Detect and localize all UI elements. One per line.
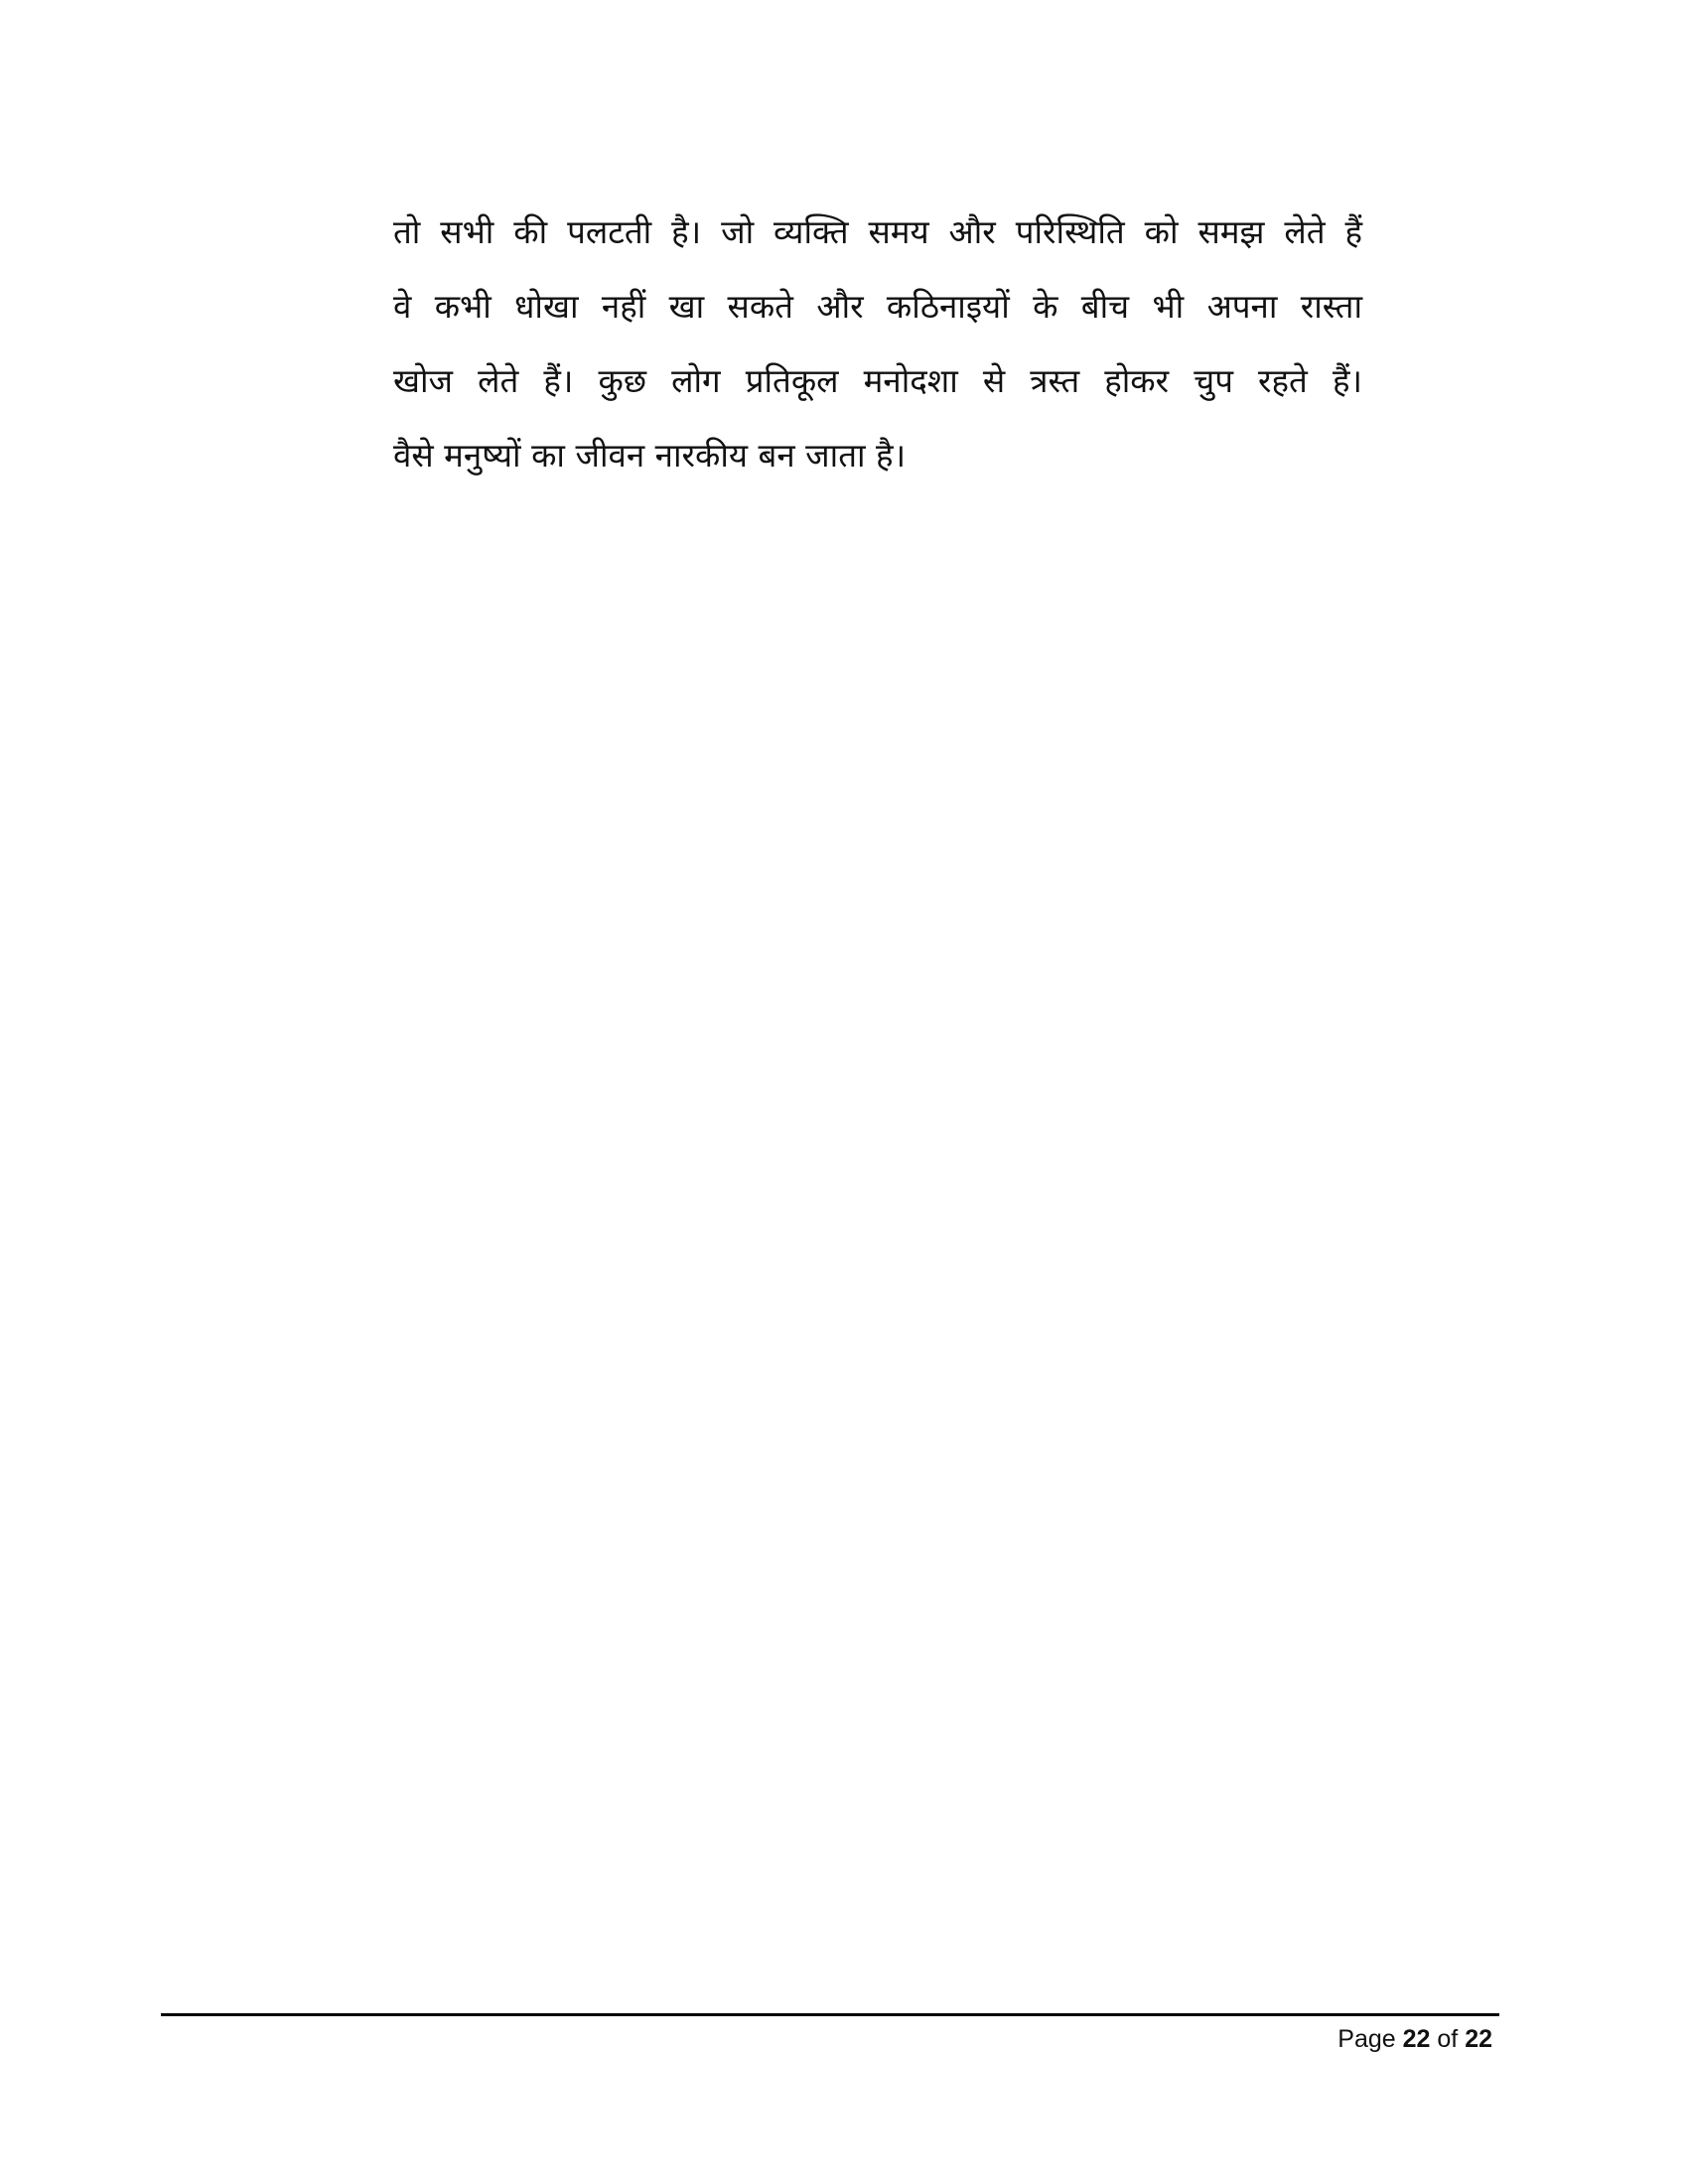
paragraph-line: वैसे मनुष्यों का जीवन नारकीय बन जाता है।	[393, 436, 907, 475]
footer-divider	[161, 2013, 1499, 2016]
body-paragraph	[393, 195, 1362, 492]
paragraph-line: खोज लेते हैं। कुछ लोग प्रतिकूल मनोदशा से त्रस्त होकर चुप रहते हैं।	[393, 361, 1362, 400]
total-pages-number: 22	[1465, 2025, 1492, 2053]
current-page-number: 22	[1402, 2025, 1431, 2053]
of-label: of	[1437, 2025, 1459, 2053]
paragraph-line: तो सभी की पलटती है। जो व्यक्ति समय और परिस्थिति को समझ लेते हैं	[393, 212, 1362, 251]
paragraph-line: वे कभी धोखा नहीं खा सकते और कठिनाइयों के बीच भी अपना रास्ता	[393, 287, 1362, 326]
page-number	[1337, 2025, 1492, 2054]
page-label: Page	[1337, 2025, 1396, 2053]
